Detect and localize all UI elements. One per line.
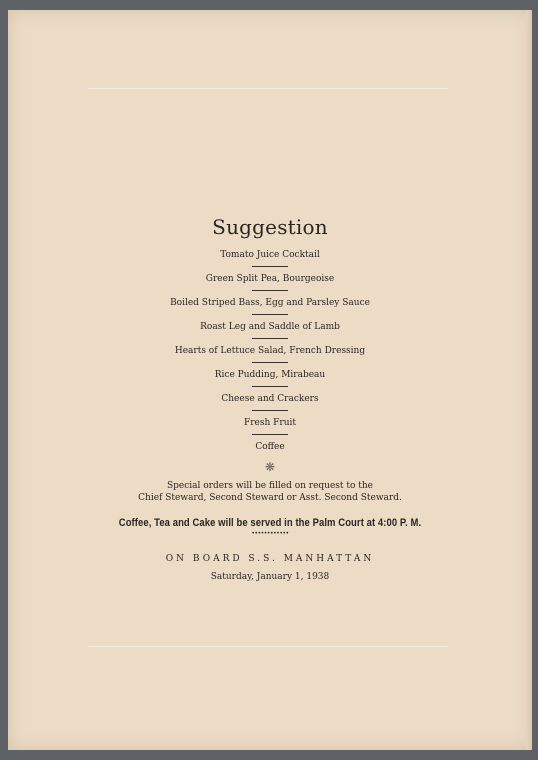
- palm-court-notice: Coffee, Tea and Cake will be served in the Palm Court at 4:00 P. M.: [118, 517, 422, 529]
- menu-page: [8, 10, 532, 750]
- dotted-divider: ••••••••••••: [251, 530, 289, 537]
- menu-content: [8, 215, 532, 582]
- course-item: Rice Pudding, Mirabeau: [214, 370, 326, 380]
- menu-date: Saturday, January 1, 1938: [210, 572, 330, 582]
- ship-name: ON BOARD S.S. MANHATTAN: [165, 554, 375, 564]
- fold-line-top: [88, 88, 448, 89]
- course-item: Cheese and Crackers: [221, 394, 319, 404]
- course-separator: [252, 410, 288, 411]
- course-item: Green Split Pea, Bourgeoise: [205, 274, 335, 284]
- course-separator: [252, 338, 288, 339]
- special-orders-line1: Special orders will be filled on request to the: [166, 481, 374, 491]
- course-separator: [252, 314, 288, 315]
- fold-line-bottom: [88, 646, 448, 647]
- course-separator: [252, 362, 288, 363]
- course-item: Coffee: [255, 442, 285, 452]
- special-orders-line2: Chief Steward, Second Steward or Asst. Second Steward.: [138, 493, 402, 503]
- course-item: Roast Leg and Saddle of Lamb: [200, 322, 340, 332]
- course-item: Tomato Juice Cocktail: [220, 250, 320, 260]
- menu-heading: Suggestion: [212, 215, 328, 239]
- course-separator: [252, 290, 288, 291]
- course-item: Fresh Fruit: [244, 418, 296, 428]
- course-item: Hearts of Lettuce Salad, French Dressing: [174, 346, 366, 356]
- course-separator: [252, 266, 288, 267]
- course-item: Boiled Striped Bass, Egg and Parsley Sauce: [170, 298, 370, 308]
- course-separator: [252, 434, 288, 435]
- flower-ornament-icon: ❋: [264, 460, 276, 474]
- course-separator: [252, 386, 288, 387]
